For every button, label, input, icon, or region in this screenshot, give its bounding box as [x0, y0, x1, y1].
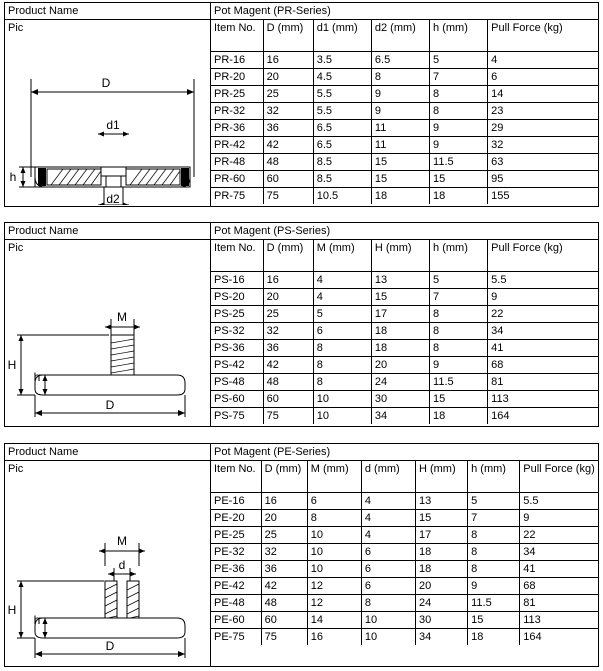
cell-h-upper: 24	[415, 595, 467, 612]
cell-h-lower: 5	[430, 272, 488, 289]
cell-h-lower: 8	[430, 340, 488, 357]
cell-h-upper: 18	[371, 323, 429, 340]
cell-h: 9	[430, 120, 488, 137]
pe-product-name-header: Product Name	[5, 444, 210, 461]
pe-table-header-row	[211, 461, 598, 493]
cell-m: 10	[313, 391, 371, 408]
cell-d-small: 4	[361, 510, 415, 527]
pr-series-title: Pot Magent (PR-Series)	[211, 3, 598, 20]
pe-col-m: M (mm)	[307, 461, 361, 493]
table-row	[211, 544, 598, 561]
cell-h-upper: 30	[415, 612, 467, 629]
ps-spec-table	[211, 240, 598, 424]
cell-pull: 29	[488, 120, 598, 137]
cell-d2: 15	[371, 154, 429, 171]
table-row	[211, 527, 598, 544]
cell-d: 25	[261, 527, 307, 544]
cell-h-lower: 15	[430, 391, 488, 408]
table-row	[211, 323, 598, 340]
pe-figure	[5, 478, 210, 666]
ps-diagram-svg	[5, 257, 210, 425]
table-row	[211, 154, 598, 171]
svg-text:d1: d1	[106, 118, 120, 132]
cell-item: PR-25	[211, 86, 263, 103]
pr-col-d1: d1 (mm)	[313, 20, 371, 52]
cell-d: 36	[263, 340, 313, 357]
svg-text:d2: d2	[106, 192, 120, 205]
svg-text:h: h	[33, 613, 41, 627]
cell-d1: 3.5	[313, 52, 371, 69]
cell-d: 36	[261, 561, 307, 578]
cell-h-upper: 20	[371, 357, 429, 374]
cell-d: 75	[263, 408, 313, 425]
cell-h-lower: 8	[430, 306, 488, 323]
cell-d-small: 10	[361, 612, 415, 629]
cell-item: PS-32	[211, 323, 263, 340]
cell-item: PS-16	[211, 272, 263, 289]
table-row	[211, 629, 598, 646]
pe-spec-pane	[211, 444, 598, 666]
table-row	[211, 510, 598, 527]
cell-item: PR-16	[211, 52, 263, 69]
ps-col-h-upper: H (mm)	[371, 240, 429, 272]
pr-picture-pane	[5, 3, 211, 206]
cell-d: 20	[263, 289, 313, 306]
cell-h: 8	[430, 86, 488, 103]
cell-h-lower: 8	[468, 544, 520, 561]
cell-h-upper: 15	[371, 289, 429, 306]
cell-h-upper: 18	[415, 561, 467, 578]
ps-col-m: M (mm)	[313, 240, 371, 272]
cell-d: 60	[263, 171, 313, 188]
pe-series-title: Pot Magent (PE-Series)	[211, 444, 598, 461]
table-row	[211, 340, 598, 357]
table-row	[211, 52, 598, 69]
cell-h-upper: 20	[415, 578, 467, 595]
cell-item: PS-60	[211, 391, 263, 408]
cell-item: PE-32	[211, 544, 261, 561]
ps-picture-pane	[5, 223, 211, 426]
cell-item: PS-75	[211, 408, 263, 425]
cell-item: PR-60	[211, 171, 263, 188]
pe-col-d-small: d (mm)	[361, 461, 415, 493]
cell-pull: 22	[488, 306, 598, 323]
cell-h-lower: 8	[468, 561, 520, 578]
cell-m: 4	[313, 272, 371, 289]
cell-m: 10	[307, 544, 361, 561]
pe-col-h-lower: h (mm)	[468, 461, 520, 493]
pr-table-header-row	[211, 20, 598, 52]
cell-d1: 8.5	[313, 171, 371, 188]
ps-series-title: Pot Magent (PS-Series)	[211, 223, 598, 240]
cell-pull: 41	[520, 561, 598, 578]
pr-col-item: Item No.	[211, 20, 263, 52]
cell-pull: 6	[488, 69, 598, 86]
cell-d: 60	[263, 391, 313, 408]
cell-d2: 6.5	[371, 52, 429, 69]
cell-d: 48	[261, 595, 307, 612]
cell-h-upper: 18	[415, 544, 467, 561]
product-block-pr	[4, 2, 599, 207]
cell-d: 48	[263, 374, 313, 391]
cell-pull: 22	[520, 527, 598, 544]
table-row	[211, 357, 598, 374]
cell-item: PE-20	[211, 510, 261, 527]
cell-h-upper: 18	[371, 340, 429, 357]
cell-m: 8	[313, 374, 371, 391]
cell-pull: 4	[488, 52, 598, 69]
table-row	[211, 272, 598, 289]
cell-item: PR-36	[211, 120, 263, 137]
cell-h: 11.5	[430, 154, 488, 171]
cell-m: 14	[307, 612, 361, 629]
pe-col-d: D (mm)	[261, 461, 307, 493]
cell-m: 10	[307, 561, 361, 578]
cell-item: PE-25	[211, 527, 261, 544]
cell-d2: 11	[371, 137, 429, 154]
cell-d: 25	[263, 86, 313, 103]
cell-d: 75	[261, 629, 307, 646]
table-row	[211, 561, 598, 578]
pr-spec-pane	[211, 3, 598, 206]
cell-d: 75	[263, 188, 313, 205]
cell-d: 16	[263, 52, 313, 69]
cell-h-upper: 17	[415, 527, 467, 544]
product-block-ps	[4, 222, 599, 427]
ps-product-name-header: Product Name	[5, 223, 210, 240]
cell-pull: 113	[520, 612, 598, 629]
cell-pull: 68	[488, 357, 598, 374]
svg-text:M: M	[117, 534, 127, 548]
cell-h-lower: 9	[468, 578, 520, 595]
cell-pull: 63	[488, 154, 598, 171]
pe-picture-pane	[5, 444, 211, 666]
cell-d2: 11	[371, 120, 429, 137]
cell-d-small: 8	[361, 595, 415, 612]
pe-spec-table	[211, 461, 598, 645]
cell-m: 5	[313, 306, 371, 323]
cell-h-lower: 11.5	[430, 374, 488, 391]
cell-d: 32	[263, 103, 313, 120]
cell-m: 10	[307, 527, 361, 544]
ps-col-h-lower: h (mm)	[430, 240, 488, 272]
svg-text:D: D	[101, 76, 111, 90]
pr-spec-table	[211, 20, 598, 204]
cell-h-lower: 15	[468, 612, 520, 629]
svg-text:d: d	[118, 558, 126, 572]
cell-item: PE-48	[211, 595, 261, 612]
cell-h-lower: 8	[468, 527, 520, 544]
cell-pull: 14	[488, 86, 598, 103]
cell-h: 7	[430, 69, 488, 86]
cell-h-upper: 13	[371, 272, 429, 289]
svg-text:h: h	[33, 370, 41, 384]
cell-m: 10	[313, 408, 371, 425]
svg-text:M: M	[117, 310, 127, 324]
cell-item: PR-48	[211, 154, 263, 171]
pr-product-name-header: Product Name	[5, 3, 210, 20]
table-row	[211, 289, 598, 306]
cell-d1: 10.5	[313, 188, 371, 205]
ps-pic-label: Pic	[8, 242, 24, 254]
svg-text:D: D	[105, 398, 115, 412]
table-row	[211, 188, 598, 205]
cell-d: 16	[263, 272, 313, 289]
cell-d1: 5.5	[313, 103, 371, 120]
cell-d-small: 6	[361, 578, 415, 595]
table-row	[211, 69, 598, 86]
cell-pull: 68	[520, 578, 598, 595]
pe-col-pull-force: Pull Force (kg)	[520, 461, 598, 493]
cell-item: PR-75	[211, 188, 263, 205]
cell-item: PE-75	[211, 629, 261, 646]
ps-table-header-row	[211, 240, 598, 272]
table-row	[211, 103, 598, 120]
cell-d2: 18	[371, 188, 429, 205]
svg-text:D: D	[105, 639, 115, 653]
pr-col-h: h (mm)	[430, 20, 488, 52]
table-row	[211, 595, 598, 612]
table-row	[211, 120, 598, 137]
cell-h: 5	[430, 52, 488, 69]
table-row	[211, 137, 598, 154]
cell-d: 42	[263, 357, 313, 374]
cell-d: 48	[263, 154, 313, 171]
cell-pull: 164	[491, 410, 510, 422]
cell-pull: 155	[491, 190, 510, 202]
cell-d2: 9	[371, 103, 429, 120]
cell-m: 12	[307, 595, 361, 612]
svg-text:H: H	[7, 603, 17, 617]
cell-m: 8	[307, 510, 361, 527]
cell-item: PS-42	[211, 357, 263, 374]
cell-item: PE-42	[211, 578, 261, 595]
cell-d1: 5.5	[313, 86, 371, 103]
cell-item: PE-36	[211, 561, 261, 578]
pr-col-pull-force: Pull Force (kg)	[488, 20, 598, 52]
cell-d: 20	[263, 69, 313, 86]
pe-col-item: Item No.	[211, 461, 261, 493]
cell-pull: 113	[488, 391, 598, 408]
cell-d2: 15	[371, 171, 429, 188]
table-row	[211, 578, 598, 595]
table-row	[211, 86, 598, 103]
cell-pull: 32	[488, 137, 598, 154]
cell-item: PE-60	[211, 612, 261, 629]
cell-pull: 34	[520, 544, 598, 561]
cell-m: 4	[313, 289, 371, 306]
cell-h-lower: 7	[468, 510, 520, 527]
cell-pull: 9	[488, 289, 598, 306]
pr-col-d2: d2 (mm)	[371, 20, 429, 52]
cell-m: 6	[313, 323, 371, 340]
table-row	[211, 408, 598, 425]
cell-m: 8	[313, 340, 371, 357]
cell-pull: 81	[488, 374, 598, 391]
pr-figure	[5, 37, 210, 206]
pr-pic-label: Pic	[8, 22, 24, 34]
cell-d-small: 6	[361, 561, 415, 578]
cell-d2: 8	[371, 69, 429, 86]
cell-d: 36	[263, 120, 313, 137]
ps-col-pull-force: Pull Force (kg)	[488, 240, 598, 272]
cell-h-upper: 17	[371, 306, 429, 323]
cell-h-lower: 18	[430, 408, 488, 425]
svg-text:h: h	[9, 170, 17, 184]
cell-d: 16	[261, 493, 307, 510]
cell-h-lower: 8	[430, 323, 488, 340]
cell-h-lower: 9	[430, 357, 488, 374]
pe-col-h-upper: H (mm)	[415, 461, 467, 493]
cell-pull: 9	[520, 510, 598, 527]
cell-d: 32	[261, 544, 307, 561]
cell-item: PS-48	[211, 374, 263, 391]
cell-d: 32	[263, 323, 313, 340]
cell-item: PS-25	[211, 306, 263, 323]
cell-h-upper: 15	[415, 510, 467, 527]
cell-h-lower: 18	[468, 629, 520, 646]
table-row	[211, 612, 598, 629]
table-row	[211, 391, 598, 408]
cell-item: PR-32	[211, 103, 263, 120]
svg-text:H: H	[7, 358, 17, 372]
ps-spec-pane	[211, 223, 598, 426]
cell-h: 18	[430, 188, 488, 205]
cell-h-upper: 34	[415, 629, 467, 646]
product-block-pe	[4, 443, 599, 667]
cell-d: 42	[261, 578, 307, 595]
cell-h-upper: 13	[415, 493, 467, 510]
cell-d1: 8.5	[313, 154, 371, 171]
cell-d: 25	[263, 306, 313, 323]
cell-h: 15	[430, 171, 488, 188]
cell-d-small: 4	[361, 527, 415, 544]
cell-m: 8	[313, 357, 371, 374]
ps-col-item: Item No.	[211, 240, 263, 272]
cell-pull: 41	[488, 340, 598, 357]
cell-d-small: 10	[361, 629, 415, 646]
table-row	[211, 374, 598, 391]
cell-pull: 34	[488, 323, 598, 340]
cell-d: 60	[261, 612, 307, 629]
cell-d1: 4.5	[313, 69, 371, 86]
cell-item: PS-20	[211, 289, 263, 306]
cell-h: 8	[430, 103, 488, 120]
ps-figure	[5, 257, 210, 426]
cell-h-upper: 30	[371, 391, 429, 408]
cell-pull: 23	[488, 103, 598, 120]
cell-d-small: 4	[361, 493, 415, 510]
pe-diagram-svg	[5, 478, 210, 665]
cell-h-lower: 11.5	[468, 595, 520, 612]
cell-m: 12	[307, 578, 361, 595]
cell-d1: 6.5	[313, 120, 371, 137]
cell-m: 6	[307, 493, 361, 510]
cell-item: PE-16	[211, 493, 261, 510]
pr-diagram-svg	[5, 37, 210, 205]
cell-pull: 81	[520, 595, 598, 612]
ps-col-d: D (mm)	[263, 240, 313, 272]
pe-pic-label: Pic	[8, 463, 24, 475]
table-row	[211, 493, 598, 510]
cell-h-upper: 24	[371, 374, 429, 391]
cell-item: PR-42	[211, 137, 263, 154]
table-row	[211, 306, 598, 323]
cell-pull: 5.5	[488, 272, 598, 289]
table-row	[211, 171, 598, 188]
cell-item: PS-36	[211, 340, 263, 357]
cell-d1: 6.5	[313, 137, 371, 154]
cell-d: 42	[263, 137, 313, 154]
cell-h-lower: 7	[430, 289, 488, 306]
cell-m: 16	[307, 629, 361, 646]
cell-h-upper: 34	[371, 408, 429, 425]
cell-d: 20	[261, 510, 307, 527]
cell-pull: 164	[523, 631, 542, 643]
cell-pull: 5.5	[520, 493, 598, 510]
cell-d2: 9	[371, 86, 429, 103]
cell-d-small: 6	[361, 544, 415, 561]
cell-pull: 95	[488, 171, 598, 188]
cell-h: 9	[430, 137, 488, 154]
cell-h-lower: 5	[468, 493, 520, 510]
cell-item: PR-20	[211, 69, 263, 86]
pr-col-d: D (mm)	[263, 20, 313, 52]
